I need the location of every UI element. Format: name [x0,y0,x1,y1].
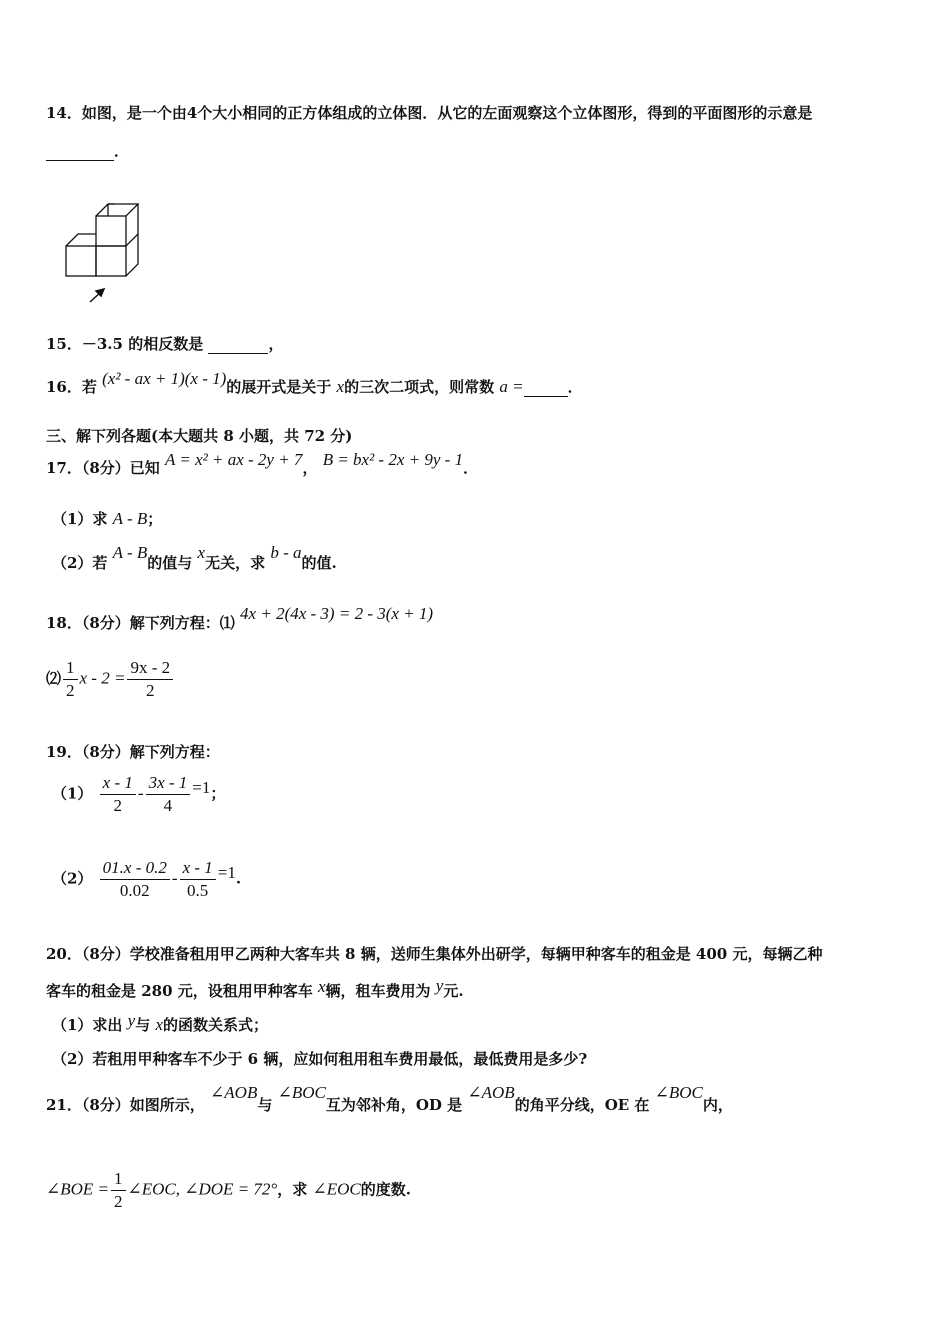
q18-frac-rden: 2 [146,681,155,700]
q20-line2a: 客车的租金是 280 元，设租用甲种客车 [46,982,313,1000]
q21-t1: 与 [257,1096,273,1114]
q19-minus1: - [137,783,144,803]
q15-blank[interactable] [208,335,268,354]
q14-tail: ． [114,142,130,160]
q17-part1 [52,508,162,529]
q19-frac1 [100,772,136,817]
q21-angle-boc-2: ∠BOC [654,1083,703,1102]
q19-p2-label: （2） [52,869,93,888]
q19-minus2: - [171,868,178,888]
q18-frac-right [127,657,173,702]
q17-p1-label: （1）求 [52,510,108,528]
q21-t3: 的角平分线，OE 在 [514,1096,650,1114]
q16-var-a: a = [499,377,524,396]
q16-tail: ． [567,378,583,396]
q17-p2-mid: 的值与 [147,554,193,572]
q14-blank[interactable] [46,142,114,161]
q18-p2-label: ⑵ [46,669,62,688]
q16-expression: (x² - ax + 1)(x - 1) [102,369,227,388]
section-3-title: 三、解下列各题(本大题共 8 小题，共 72 分) [46,427,353,445]
q15 [46,333,283,354]
q19-frac2-num: 3x - 1 [146,772,191,795]
q17-p1-end: ； [147,510,163,528]
q21-t5: ，求 [277,1180,308,1199]
q21-angle-boc: ∠BOC [277,1083,326,1102]
q20-var-y: y [435,976,444,995]
q17-head: 17．（8分）已知 [46,459,160,477]
q19-p1-label: （1） [52,784,93,803]
q17-expr-b: B = bx² - 2x + 9y - 1 [322,450,464,469]
q21-t4: 内， [702,1096,733,1114]
q17-part2 [52,543,337,573]
q19-frac3-den: 0.02 [119,881,150,900]
q19-frac4 [180,857,216,902]
q19-stem: 19．（8分）解下列方程： [46,743,220,761]
q19-frac4-den: 0.5 [187,881,209,900]
cube-front-bottom-right [96,246,126,276]
q20-p1b: 与 [135,1016,151,1034]
q21-cond-a: ∠BOE = [46,1179,110,1199]
q20-p1-x: x [155,1015,164,1034]
q21-cond-b: ∠EOC, ∠DOE = 72° [127,1179,278,1199]
view-arrow-icon [90,289,104,302]
q18-frac-num: 1 [63,657,78,680]
q21-angle-aob: ∠AOB [210,1083,258,1102]
q15-text: －3.5 的相反数是 [81,335,204,353]
q21-angle-eoc: ∠EOC [312,1179,361,1199]
q21-angle-aob-2: ∠AOB [467,1083,515,1102]
q17-p1-expr: A - B [112,509,148,528]
q20-line1: 20．（8分）学校准备租用甲乙两种大客车共 8 辆，送师生集体外出研学，每辆甲种客车的租金是 400 元，每辆乙种 [46,945,823,963]
q21-frac-half [111,1168,126,1213]
q19-frac2-den: 4 [163,796,173,815]
q18-frac-half [63,657,78,702]
q18-part2 [46,657,175,702]
q17-p2-mid2: 无关，求 [205,554,266,572]
cube-top-upper [96,204,138,216]
q17-expr-a: A = x² + ax - 2y + 7 [165,450,303,469]
q19-p1-end: ； [210,784,226,803]
q17-comma: ， [302,459,318,477]
q18-frac-rnum: 9x - 2 [127,657,173,680]
q16-text-mid: 的展开式是关于 [226,378,332,396]
q18-frac-den: 2 [66,681,75,700]
cube-front-bottom-left [66,246,96,276]
cube-figure [58,192,154,308]
q17-p2-expr2: b - a [270,543,302,562]
q18-eq1: 4x + 2(4x - 3) = 2 - 3(x + 1) [240,604,434,623]
q14-answer-line [46,140,129,161]
q16-text-mid2: 的三次二项式，则常数 [344,378,495,396]
q16-var-x: x [336,377,345,396]
q17-p2-expr: A - B [112,543,148,562]
q19-frac3 [100,857,170,902]
q15-tail: ， [268,335,284,353]
cube-front-top [96,216,126,246]
q21-frac-den: 2 [114,1192,123,1211]
q21-head: 21．（8分）如图所示， [46,1096,205,1114]
q19-frac3-num: 01.x - 0.2 [100,857,170,880]
q21-stem [46,1083,733,1115]
q19-frac1-num: x - 1 [100,772,136,795]
q17-p2-label: （2）若 [52,554,108,572]
q21-frac-num: 1 [111,1168,126,1191]
q19-frac4-num: x - 1 [180,857,216,880]
q17-stem [46,450,479,478]
q18-head: 18．（8分）解下列方程：⑴ [46,614,235,632]
q20-part1 [52,1011,269,1035]
q19-eq1-rhs: =1 [192,777,211,797]
q16-number: 16．若 [46,378,97,396]
q21-condition [46,1168,411,1213]
q19-part2 [52,857,241,902]
q17-p2-end: 的值. [301,554,337,572]
q15-number: 15． [46,335,82,353]
q14-text: 14．如图，是一个由4个大小相同的正方体组成的立体图．从它的左面观察这个立体图形，得到的平面图形的示意是 [46,104,813,122]
q20-part2: （2）若租用甲种客车不少于 6 辆，应如何租用租车费用最低，最低费用是多少? [52,1050,588,1068]
q19-frac1-den: 2 [113,796,123,815]
q19-part1 [52,772,225,817]
q17-p2-var: x [197,543,206,562]
q19-frac2 [146,772,191,817]
q18-stem [46,604,434,633]
q16 [46,369,583,397]
q20-line2b: 辆，租车费用为 [325,982,431,1000]
q20-line2 [46,976,464,1001]
q21-t6: 的度数. [360,1180,411,1199]
q18-eq2-mid: x - 2 = [79,668,126,688]
q20-var-x: x [318,977,326,996]
q20-p1a: （1）求出 [52,1016,123,1034]
q19-p2-end: . [235,869,242,888]
q16-blank[interactable] [524,378,568,397]
q21-t2: 互为邻补角，OD 是 [325,1096,463,1114]
q20-p1c: 的函数关系式； [163,1016,269,1034]
q19-eq2-rhs: =1 [217,862,236,882]
q20-line2c: 元. [443,982,464,1000]
q20-p1-y: y [127,1011,136,1030]
q17-end: ． [463,459,479,477]
cube-top-left [66,234,96,246]
